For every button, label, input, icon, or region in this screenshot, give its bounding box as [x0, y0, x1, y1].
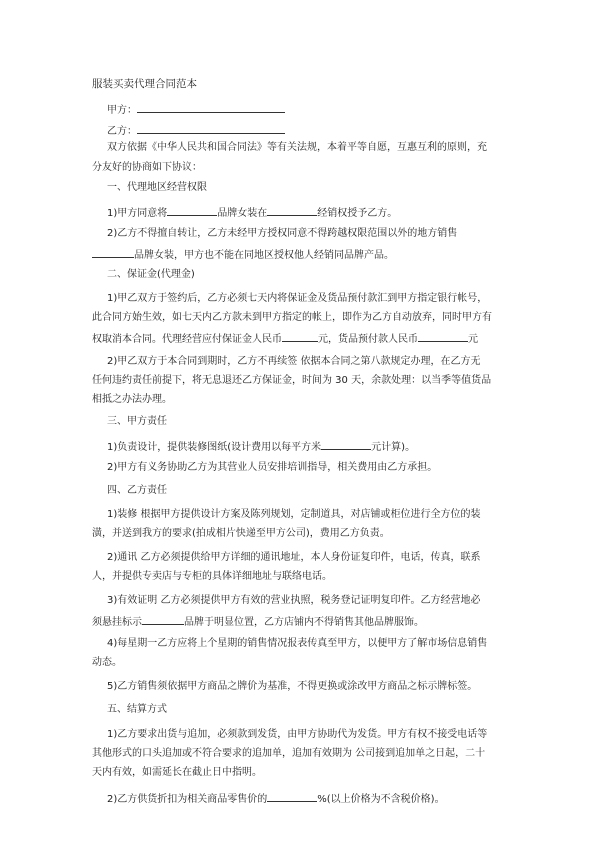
section2-p2-line1: 2)甲乙双方于本合同到期时，乙方不再续签 依据本合同之第八款规定办理，在乙方无 [107, 356, 481, 367]
section1-p1-text-b: 品牌女装在 [217, 208, 268, 219]
region-blank[interactable] [267, 204, 317, 216]
section4-heading: 四、乙方责任 [107, 485, 167, 496]
party-b-label: 乙方： [107, 126, 137, 137]
section2-p1-line3-text-c: 元 [468, 334, 478, 345]
section4-p4-line2: 动态。 [92, 657, 122, 668]
brand-blank-2[interactable] [92, 246, 134, 258]
section5-p1-line2: 其他形式的口头追加或不符合要求的追加单，追加有效期为 公司接到追加单之日起，二十 [92, 748, 486, 759]
section4-p4-line1: 4)每星期一乙方应将上个星期的销售情况报表传真至甲方，以便甲方了解市场信息销售 [107, 638, 488, 649]
section4-p3-line2-text-a: 须悬挂标示 [92, 617, 142, 628]
section5-p1-line1: 1)乙方要求出货与追加，必须款到发货，由甲方协助代为发货。甲方有权不接受电话等 [107, 729, 488, 740]
section1-p2-line1: 2)乙方不得擅自转让，乙方未经甲方授权同意不得跨越权限范围以外的地方销售 [107, 228, 458, 239]
party-a-row [107, 101, 285, 118]
section2-heading: 二、保证金(代理金) [107, 269, 195, 280]
party-a-label: 甲方： [107, 105, 137, 116]
section4-p1-line1: 1)装修 根据甲方提供设计方案及陈列规划，定制道具，对店铺或柜位进行全方位的装 [107, 509, 481, 520]
intro-line-1: 双方依据《中华人民共和国合同法》等有关法规，本着平等自愿，互惠互利的原则，充 [107, 142, 487, 153]
sign-brand-blank[interactable] [142, 613, 184, 625]
deposit-amount-blank[interactable] [282, 330, 318, 342]
section2-p2-line2: 任何违约责任前提下，将无息退还乙方保证金，时间为 30 天，余款处理：以当季等值货品 [92, 375, 492, 386]
discount-blank[interactable] [267, 790, 317, 802]
section1-p1-text-a: 1)甲方同意将 [107, 208, 168, 219]
section2-p1-line3 [92, 330, 478, 347]
section2-p2-line3: 相抵之办法办理。 [92, 394, 172, 405]
section2-p1-line1: 1)甲乙双方于签约后，乙方必须七天内将保证金及货品预付款汇到甲方指定银行帐号， [107, 293, 488, 304]
section4-p3-line1: 3)有效证明 乙方必须提供甲方有效的营业执照，税务登记证明复印件。乙方经营地必 [107, 595, 481, 606]
section3-p2: 2)甲方有义务协助乙方为其营业人员安排培训指导，相关费用由乙方承担。 [107, 462, 438, 473]
section1-p2-line2 [92, 246, 394, 263]
section3-p1 [107, 438, 415, 455]
section5-p2-text-a: 2)乙方供货折扣为相关商品零售价的 [107, 794, 268, 805]
section2-p1-line3-text-a: 权取消本合同。代理经营应付保证金人民币 [92, 334, 282, 345]
party-b-row [107, 122, 285, 139]
section3-p1-text-b: 元计算)。 [371, 442, 416, 453]
section4-p3-line2-text-b: 品牌于明显位置，乙方店铺内不得销售其他品牌服饰。 [184, 617, 424, 628]
design-fee-blank[interactable] [321, 438, 371, 450]
section5-p2 [107, 790, 445, 807]
section1-p1 [107, 204, 397, 221]
party-a-blank[interactable] [137, 101, 285, 113]
section3-heading: 三、甲方责任 [107, 416, 167, 427]
section4-p3-line2 [92, 613, 424, 630]
document-title: 服装买卖代理合同范本 [92, 78, 197, 90]
prepayment-amount-blank[interactable] [418, 330, 468, 342]
party-b-blank[interactable] [137, 122, 285, 134]
section5-p1-line3: 天内有效，如需延长在截止日中指明。 [92, 767, 262, 778]
section2-p1-line3-text-b: 元，货品预付款人民币 [318, 334, 418, 345]
section4-p2-line2: 人，并提供专卖店与专柜的具体详细地址与联络电话。 [92, 571, 332, 582]
section1-p2-line2-text: 品牌女装，甲方也不能在同地区授权他人经销同品牌产品。 [134, 250, 394, 261]
intro-line-2: 分友好的协商如下协议： [92, 162, 202, 173]
section4-p5: 5)乙方销售须依据甲方商品之牌价为基准，不得更换或涂改甲方商品之标示牌标签。 [107, 681, 478, 692]
section5-heading: 五、结算方式 [107, 704, 167, 715]
section2-p1-line2: 此合同方始生效，如七天内乙方款未到甲方指定的帐上，即作为乙方自动放弃，同时甲方有 [92, 312, 492, 323]
section1-heading: 一、代理地区经营权限 [107, 182, 207, 193]
section4-p1-line2: 潢，并送到我方的要求(拍成相片快递至甲方公司)，费用乙方负责。 [92, 528, 390, 539]
brand-blank[interactable] [167, 204, 217, 216]
section4-p2-line1: 2)通讯 乙方必须提供给甲方详细的通讯地址，本人身份证复印件，电话，传真，联系 [107, 552, 481, 563]
section1-p1-text-c: 经销权授予乙方。 [317, 208, 398, 219]
section3-p1-text-a: 1)负责设计，提供装修图纸(设计费用以每平方米 [107, 442, 322, 453]
section5-p2-text-b: %(以上价格为不含税价格)。 [317, 794, 445, 805]
